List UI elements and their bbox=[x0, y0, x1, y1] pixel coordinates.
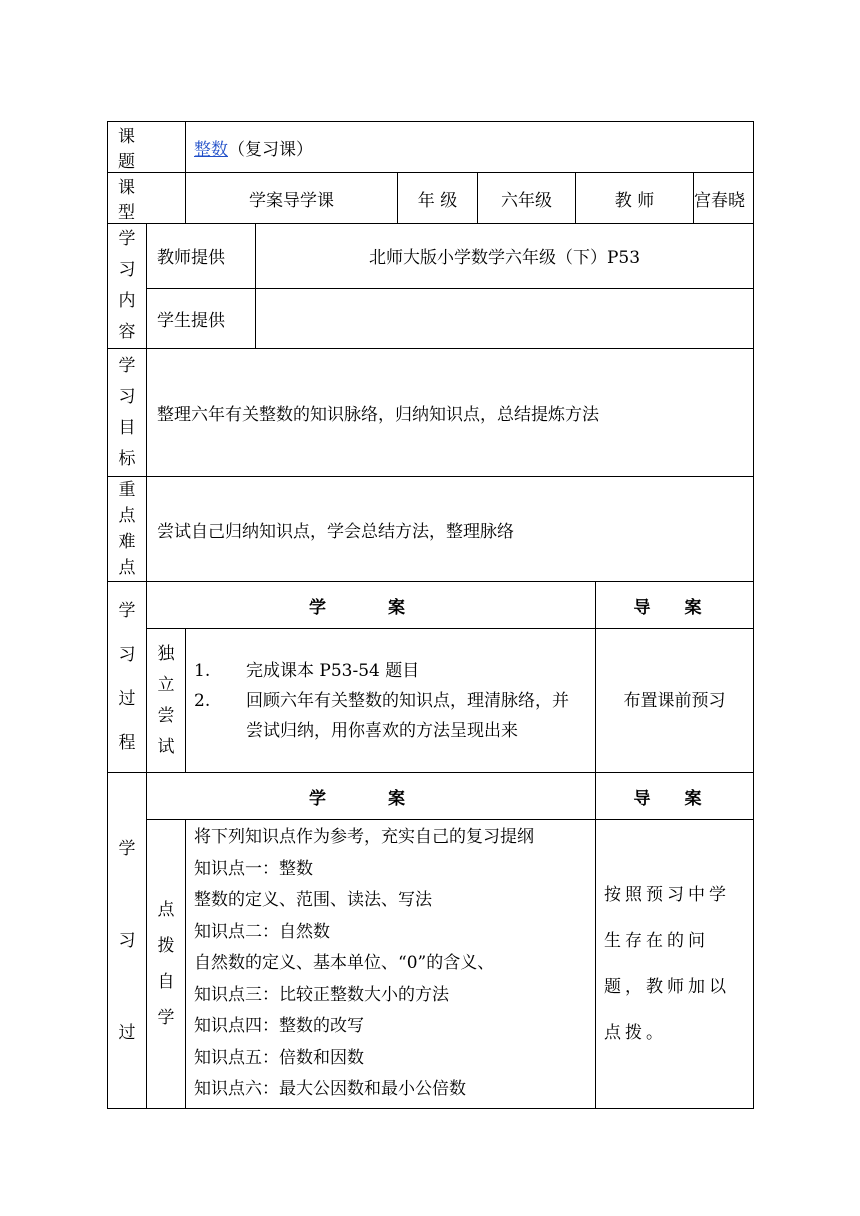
list-item: 自然数的定义、基本单位、“0”的含义、 bbox=[194, 953, 495, 973]
list-item: 整数的定义、范围、读法、写法 bbox=[194, 890, 432, 910]
grade-value: 六年级 bbox=[478, 173, 576, 224]
type-row bbox=[108, 173, 754, 224]
process1-sublabel: 独 立 尝 试 bbox=[147, 629, 186, 773]
process2-sublabel: 点 拨 自 学 bbox=[147, 820, 186, 1109]
process2-body-row bbox=[108, 820, 754, 1109]
goal-row bbox=[108, 349, 754, 477]
lesson-plan-table bbox=[107, 121, 754, 1109]
content-student-row bbox=[108, 288, 754, 348]
process2-study-header: 学 案 bbox=[147, 773, 596, 820]
key-label: 重 点 难 点 bbox=[108, 477, 147, 582]
list-item: 知识点一：整数 bbox=[194, 858, 313, 879]
process1-guide-text: 布置课前预习 bbox=[596, 629, 754, 773]
list-item: 知识点六：最大公因数和最小公倍数 bbox=[194, 1079, 466, 1099]
topic-link[interactable]: 整数 bbox=[194, 139, 228, 160]
list-item: 知识点三：比较正整数大小的方法 bbox=[194, 984, 449, 1005]
student-provide-label: 学生提供 bbox=[147, 288, 256, 348]
topic-label: 课 题 bbox=[108, 122, 186, 173]
process2-knowledge-list bbox=[186, 820, 596, 1109]
process1-header-row bbox=[108, 582, 754, 629]
goal-label: 学 习 目 标 bbox=[108, 349, 147, 477]
list-item: 2. 回顾六年有关整数的知识点，理清脉络，并尝试归纳，用你喜欢的方法呈现出来 bbox=[194, 690, 569, 741]
list-item: 1. 完成课本 P53-54 题目 bbox=[194, 660, 420, 681]
process2-guide-header: 导 案 bbox=[596, 773, 754, 820]
process1-body-row bbox=[108, 629, 754, 773]
topic-row bbox=[108, 122, 754, 173]
list-item: 将下列知识点作为参考，充实自己的复习提纲 bbox=[194, 827, 534, 847]
key-text: 尝试自己归纳知识点，学会总结方法，整理脉络 bbox=[147, 477, 754, 582]
process1-guide-header: 导 案 bbox=[596, 582, 754, 629]
teacher-provide-value: 北师大版小学数学六年级（下）P53 bbox=[256, 224, 754, 289]
list-item: 知识点五：倍数和因数 bbox=[194, 1047, 364, 1068]
content-teacher-row bbox=[108, 224, 754, 289]
process2-guide-text: 按照预习中学生存在的问题，教师加以点拨。 bbox=[596, 820, 754, 1109]
list-item: 知识点四：整数的改写 bbox=[194, 1016, 364, 1036]
key-row bbox=[108, 477, 754, 582]
type-value: 学案导学课 bbox=[186, 173, 398, 224]
teacher-label: 教 师 bbox=[576, 173, 694, 224]
content-label: 学 习 内 容 bbox=[108, 224, 147, 349]
topic-suffix: （复习课） bbox=[228, 139, 313, 160]
goal-text: 整理六年有关整数的知识脉络，归纳知识点，总结提炼方法 bbox=[147, 349, 754, 477]
grade-label: 年 级 bbox=[398, 173, 478, 224]
topic-value bbox=[186, 122, 754, 173]
process2-label: 学 习 过 bbox=[108, 773, 147, 1109]
student-provide-value bbox=[256, 288, 754, 348]
teacher-value: 宫春晓 bbox=[694, 173, 754, 224]
teacher-provide-label: 教师提供 bbox=[147, 224, 256, 289]
process1-study-header: 学 案 bbox=[147, 582, 596, 629]
process1-task-list bbox=[186, 629, 596, 773]
type-label: 课 型 bbox=[108, 173, 186, 224]
process2-header-row bbox=[108, 773, 754, 820]
list-item: 知识点二：自然数 bbox=[194, 921, 330, 942]
process1-label: 学 习 过 程 bbox=[108, 582, 147, 773]
